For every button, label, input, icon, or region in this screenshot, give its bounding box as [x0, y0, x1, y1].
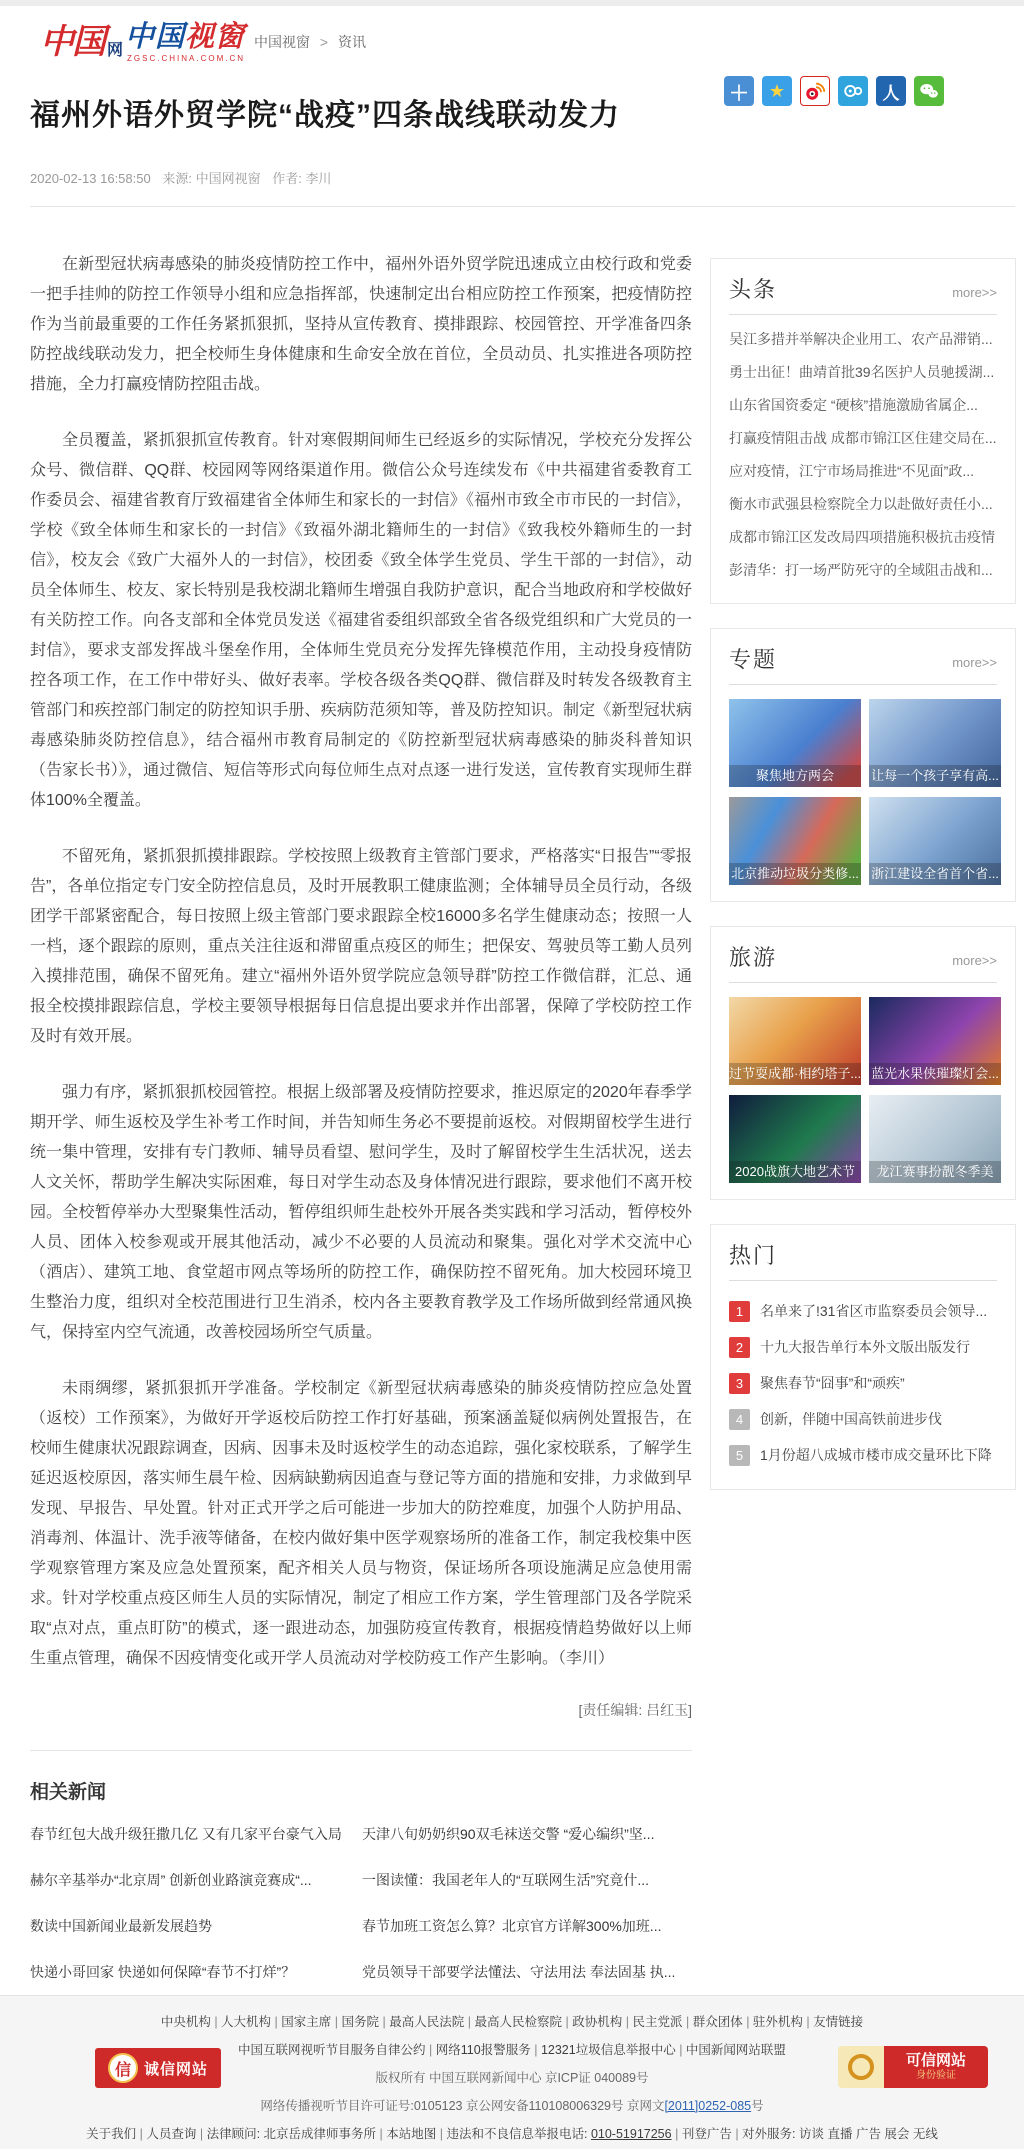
travel-caption: 蓝光水果侠璀璨灯会... [869, 1063, 1001, 1085]
footer-license-link[interactable]: [2011]0252-085 [664, 2099, 752, 2113]
article-source: 来源: 中国网视窗 [162, 170, 261, 186]
section-divider [729, 314, 997, 315]
wechat-share-icon[interactable] [914, 76, 944, 106]
footer-nav-link[interactable]: 中央机构 [160, 2015, 211, 2029]
integrity-site-badge[interactable] [95, 2048, 221, 2088]
hot-item[interactable] [729, 1401, 997, 1437]
editor-credit: [责任编辑: 吕红玉] [578, 1702, 692, 1718]
footer-nav-link[interactable]: | 民主党派 [626, 2015, 683, 2029]
article-body [30, 250, 692, 1674]
footer-nav-link[interactable]: | 最高人民检察院 [468, 2015, 562, 2029]
related-news-link[interactable]: 一图读懂：我国老年人的“互联网生活”究竟什... [362, 1872, 649, 1888]
tencent-weibo-share-icon[interactable] [838, 76, 868, 106]
headline-link[interactable]: 衡水市武强县检察院全力以赴做好责任小... [729, 496, 993, 512]
topic-thumbnail[interactable] [729, 797, 861, 885]
rank-badge: 1 [729, 1301, 750, 1322]
related-news-link[interactable]: 党员领导干部要学法懂法、守法用法 奉法固基 执... [362, 1964, 676, 1980]
sina-weibo-share-icon[interactable] [800, 76, 830, 106]
footer-nav-link[interactable]: | 驻外机构 [746, 2015, 803, 2029]
footer-about-link[interactable]: | 本站地图 [380, 2127, 437, 2141]
share-toolbar [724, 76, 944, 106]
rank-badge: 2 [729, 1337, 750, 1358]
footer-nav-link[interactable]: | 国家主席 [275, 2015, 332, 2029]
footer-report-phone-link[interactable]: 010-51917256 [590, 2127, 672, 2141]
footer-nav-link[interactable]: | 最高人民法院 [383, 2015, 465, 2029]
header-content-divider [30, 206, 1015, 207]
site-header [0, 6, 1024, 68]
topics-more-link[interactable]: more>> [952, 655, 997, 670]
article-paragraph: 未雨绸缪，紧抓狠抓开学准备。学校制定《新型冠状病毒感染的肺炎疫情防控应急处置（返校）工作预案》，为做好开学返校后防控工作打好基础，预案涵盖疑似病例处置报告，在校师生健康状况跟踪调查，因病、因事未及时返校学生的动态追踪，强化家校联系，了解学生延迟返校原因，落实师生晨午检、因病缺勤病因追查与登记等方面的措施和安排，力求做到早发现、早报告、早处置。针对正式开学之后可能进一步加大的防控难度，加强个人防护用品、消毒剂、体温计、洗手液等储备，在校内做好集中医学观察场所的准备工作，制定我校集中医学观察管理方案及应急处置预案，配齐相关人员与物资，保证场所各项设施满足应急使用需求。针对学校重点疫区师生人员的实际情况，制定了相应工作方案，学生管理部门及各学院采取“点对点，重点盯防”的模式，逐一跟进动态，加强防疫宣传教育，根据疫情趋势做好以上师生重点管理，确保不因疫情变化或开学人员流动对学校防疫工作产生影响。（李川） [30, 1380, 692, 1667]
hot-item-label: 十九大报告单行本外文版出版发行 [760, 1339, 970, 1355]
headline-link[interactable]: 吴江多措并举解决企业用工、农产品滞销... [729, 331, 993, 347]
footer-about-link[interactable]: | 对外服务: 访谈 直播 广告 展会 无线 [735, 2127, 938, 2141]
trusted-badge-icon [838, 2046, 884, 2088]
section-divider [729, 1280, 997, 1281]
footer-org-link[interactable]: | 中国新闻网站联盟 [679, 2043, 786, 2057]
topic-caption: 聚焦地方两会 [729, 765, 861, 787]
article-author: 作者: 李川 [272, 170, 332, 186]
travel-title: 旅游 [729, 945, 778, 970]
trusted-badge-title: 可信网站 [905, 2052, 966, 2069]
hot-item-label: 创新，伴随中国高铁前进步伐 [760, 1411, 942, 1427]
footer-about-link[interactable]: | 刊登广告 [675, 2127, 732, 2141]
breadcrumb-section-link[interactable]: 中国视窗 [254, 34, 310, 50]
topic-thumbnail[interactable] [729, 699, 861, 787]
topic-caption: 北京推动垃圾分类修... [729, 863, 861, 885]
topic-thumbnail[interactable] [869, 699, 1001, 787]
headlines-title: 头条 [729, 277, 778, 302]
logo-domain-text: ZGSC.CHINA.COM.CN [127, 54, 246, 63]
logo-china-text: 中国 [40, 23, 104, 61]
related-news-link[interactable]: 春节加班工资怎么算？北京官方详解300%加班... [362, 1918, 662, 1934]
page-title: 福州外语外贸学院“战疫”四条战线联动发力 [30, 99, 620, 132]
headline-link[interactable]: 彭清华：打一场严防死守的全域阻击战和... [729, 562, 993, 578]
footer-copyright: 版权所有 中国互联网新闻中心 京ICP证 040089号 [375, 2071, 649, 2085]
rank-badge: 4 [729, 1409, 750, 1430]
qzone-share-icon[interactable]: ★ [762, 76, 792, 106]
renren-share-icon[interactable]: 人 [876, 76, 906, 106]
article-paragraph: 强力有序，紧抓狠抓校园管控。根据上级部署及疫情防控要求，推迟原定的2020年春季学期开学、师生返校及学生补考工作时间，并告知师生务必不要提前返校。对假期留校学生进行统一集中管理，安排有专门教师、辅导员看望、慰问学生，及时了解留校学生生活状况，送去人文关怀，帮助学生解决实际困难，每日对学生动态及身体情况进行跟踪，要求他们不离开校园。全校暂停举办大型聚集性活动，暂停组织师生赴校外开展各类实践和学习活动，暂停校外人员、团体入校参观或开展其他活动，减少不必要的人员流动和聚集。强化对学术交流中心（酒店）、建筑工地、食堂超市网点等场所的防控工作，确保防控不留死角。加大校园环境卫生整治力度，组织对全校范围进行卫生消杀，校内各主要教育教学及工作场所做到经常通风换气，保持室内空气流通，改善校园场所空气质量。 [30, 1084, 692, 1341]
breadcrumb-separator: > [319, 34, 329, 50]
article-date: 2020-02-13 16:58:50 [30, 170, 151, 186]
hot-item[interactable] [729, 1437, 997, 1473]
travel-thumbnail[interactable] [729, 997, 861, 1085]
travel-grid [729, 997, 997, 1183]
topics-grid [729, 699, 997, 885]
logo-net-text: 网 [107, 42, 124, 59]
article-paragraph: 在新型冠状病毒感染的肺炎疫情防控工作中，福州外语外贸学院迅速成立由校行政和党委一把手挂帅的防控工作领导小组和应急指挥部，快速制定出台相应防控工作预案，把疫情防控作为当前最重要的工作任务紧抓狠抓，坚持从宣传教育、摸排跟踪、校园管控、开学准备四条防控战线联动发力，把全校师生身体健康和生命安全放在首位，全员动员、扎实推进各项防控措施，全力打赢疫情防控阻击战。 [30, 256, 692, 393]
related-news-list [30, 1824, 692, 1982]
topic-caption: 让每一个孩子享有高... [869, 765, 1001, 787]
footer-license-row [0, 2096, 1024, 2114]
footer-about-row [0, 2124, 1024, 2142]
footer-org-link[interactable]: | 网络110报警服务 [429, 2043, 531, 2057]
headlines-box [710, 258, 1016, 604]
hot-box [710, 1224, 1016, 1490]
travel-more-link[interactable]: more>> [952, 953, 997, 968]
footer-nav-link[interactable]: | 人大机构 [214, 2015, 271, 2029]
headline-link[interactable]: 应对疫情，江宁市场局推进“不见面”政... [729, 463, 974, 479]
footer-nav-link[interactable]: | 群众团体 [686, 2015, 743, 2029]
hot-list [729, 1293, 997, 1473]
footer-about-link[interactable]: 关于我们 [86, 2127, 137, 2141]
footer-org-link[interactable]: | 12321垃圾信息举报中心 [534, 2043, 676, 2057]
topic-thumbnail[interactable] [869, 797, 1001, 885]
headline-link[interactable]: 成都市锦江区发改局四项措施积极抗击疫情 [729, 529, 995, 545]
footer-license-text: 网络传播视听节目许可证号:0105123 京公网安备110108006329号 京网文 [260, 2099, 665, 2113]
hot-item[interactable] [729, 1365, 997, 1401]
footer-about-link[interactable]: | 法律顾问: 北京岳成律师事务所 [200, 2127, 376, 2141]
topic-caption: 浙江建设全省首个省... [869, 863, 1001, 885]
related-news-link[interactable]: 春节红包大战升级狂撒几亿 又有几家平台豪气入局 [30, 1826, 342, 1842]
related-news-link[interactable]: 快递小哥回家 快递如何保障“春节不打烊”？ [30, 1964, 296, 1980]
footer-report-label: | 违法和不良信息举报电话: [440, 2127, 588, 2141]
hot-item-label: 名单来了!31省区市监察委员会领导... [760, 1303, 988, 1319]
site-logo[interactable] [40, 14, 245, 63]
trusted-badge-subtitle: 身份验证 [916, 2070, 956, 2081]
breadcrumb [254, 32, 366, 52]
travel-box [710, 926, 1016, 1200]
footer-license-suffix: 号 [751, 2099, 764, 2113]
article-meta [30, 168, 339, 187]
topics-title: 专题 [729, 647, 778, 672]
share-more-icon[interactable]: ＋ [724, 76, 754, 106]
hot-item[interactable] [729, 1293, 997, 1329]
trusted-site-badge[interactable] [838, 2046, 988, 2088]
travel-caption: 龙江赛事扮靓冬季美 [869, 1161, 1001, 1183]
footer-nav-link[interactable]: | 国务院 [335, 2015, 379, 2029]
footer-nav-row [0, 2012, 1024, 2030]
article-meta-row [30, 160, 692, 194]
integrity-badge-label: 诚信网站 [143, 2060, 208, 2078]
breadcrumb-current-link[interactable]: 资讯 [337, 34, 366, 50]
travel-thumbnail[interactable] [869, 997, 1001, 1085]
travel-caption: 过节耍成都·相约塔子... [729, 1063, 861, 1085]
footer-nav-link[interactable]: | 友情链接 [806, 2015, 863, 2029]
sidebar [710, 258, 1016, 1514]
headlines-more-link[interactable]: more>> [952, 285, 997, 300]
related-news-link[interactable]: 数读中国新闻业最新发展趋势 [30, 1918, 212, 1934]
article-paragraph: 不留死角，紧抓狠抓摸排跟踪。学校按照上级教育主管部门要求，严格落实“日报告”“零报告”，各单位指定专门安全防控信息员，及时开展教职工健康监测；全体辅导员全员行动，各级团学干部紧密配合，每日按照上级主管部门要求跟踪全校16000多名学生健康动态；按照一人一档，逐个跟踪的原则，重点关注往返和滞留重点疫区的师生；把保安、驾驶员等工勤人员列入摸排范围，确保不留死角。建立“福州外语外贸学院应急领导群”防控工作微信群，汇总、通报全校摸排跟踪信息，学校主要领导根据每日信息提出要求并作出部署，保障了学校防控工作及时有效开展。 [30, 848, 692, 1045]
headline-link[interactable]: 打赢疫情阻击战 成都市锦江区住建交局在... [729, 430, 997, 446]
related-news-title: 相关新闻 [30, 1782, 107, 1803]
related-news-link[interactable]: 赫尔辛基举办“北京周” 创新创业路演竞赛成“... [30, 1872, 312, 1888]
hot-item-label: 1月份超八成城市楼市成交量环比下降 [760, 1447, 992, 1463]
headlines-list [729, 323, 997, 587]
footer-nav-link[interactable]: | 政协机构 [565, 2015, 622, 2029]
section-divider [729, 684, 997, 685]
integrity-seal-icon: 信 [108, 2053, 138, 2083]
rank-badge: 5 [729, 1445, 750, 1466]
topics-box [710, 628, 1016, 902]
footer-org-link[interactable]: 中国互联网视听节目服务自律公约 [238, 2043, 426, 2057]
travel-thumbnail[interactable] [869, 1095, 1001, 1183]
article-paragraph: 全员覆盖，紧抓狠抓宣传教育。针对寒假期间师生已经返乡的实际情况，学校充分发挥公众号、微信群、QQ群、校园网等网络渠道作用。微信公众号连续发布《中共福建省委教育工作委员会、福建省教育厅致福建省全体师生和家长的一封信》《福州市致全市市民的一封信》，学校《致全体师生和家长的一封信》《致福外湖北籍师生的一封信》《致我校外籍师生的一封信》，校友会《致广大福外人的一封信》，校团委《致全体学生党员、学生干部的一封信》，动员全体师生、校友、家长特别是我校湖北籍师生增强自我防护意识，配合当地政府和学校做好有关防控工作。向各支部和全体党员发送《福建省委组织部致全省各级党组织和广大党员的一封信》，要求支部发挥战斗堡垒作用，全体师生党员充分发挥先锋模范作用，主动投身疫情防控各项工作，在工作中带好头、做好表率。学校各级各类QQ群、微信群及时转发各级教育主管部门和疾控部门制定的防控知识手册、疾病防范须知等，普及防控知识。制定《新型冠状病毒感染肺炎防控信息》，结合福州市教育局制定的《防控新型冠状病毒感染的肺炎科普知识（告家长书）》，通过微信、短信等形式向每位师生点对点逐一进行发送，宣传教育实现师生群体100%全覆盖。 [30, 432, 692, 809]
travel-caption: 2020战旗大地艺术节 [729, 1161, 861, 1183]
logo-site-name: 中国视窗 [125, 21, 246, 53]
section-divider [729, 982, 997, 983]
travel-thumbnail[interactable] [729, 1095, 861, 1183]
site-footer [0, 1995, 1024, 2149]
headline-link[interactable]: 山东省国资委定 “硬核”措施激励省属企... [729, 397, 978, 413]
headline-link[interactable]: 勇士出征！曲靖首批39名医护人员驰援湖... [729, 364, 995, 380]
hot-title: 热门 [729, 1243, 778, 1268]
hot-item[interactable] [729, 1329, 997, 1365]
article-main [30, 96, 692, 1982]
rank-badge: 3 [729, 1373, 750, 1394]
hot-item-label: 聚焦春节“囧事”和“顽疾” [760, 1375, 905, 1391]
article-divider [30, 1750, 692, 1751]
footer-about-link[interactable]: | 人员查询 [140, 2127, 197, 2141]
related-news-link[interactable]: 天津八旬奶奶织90双毛袜送交警 “爱心编织”坚... [362, 1826, 655, 1842]
